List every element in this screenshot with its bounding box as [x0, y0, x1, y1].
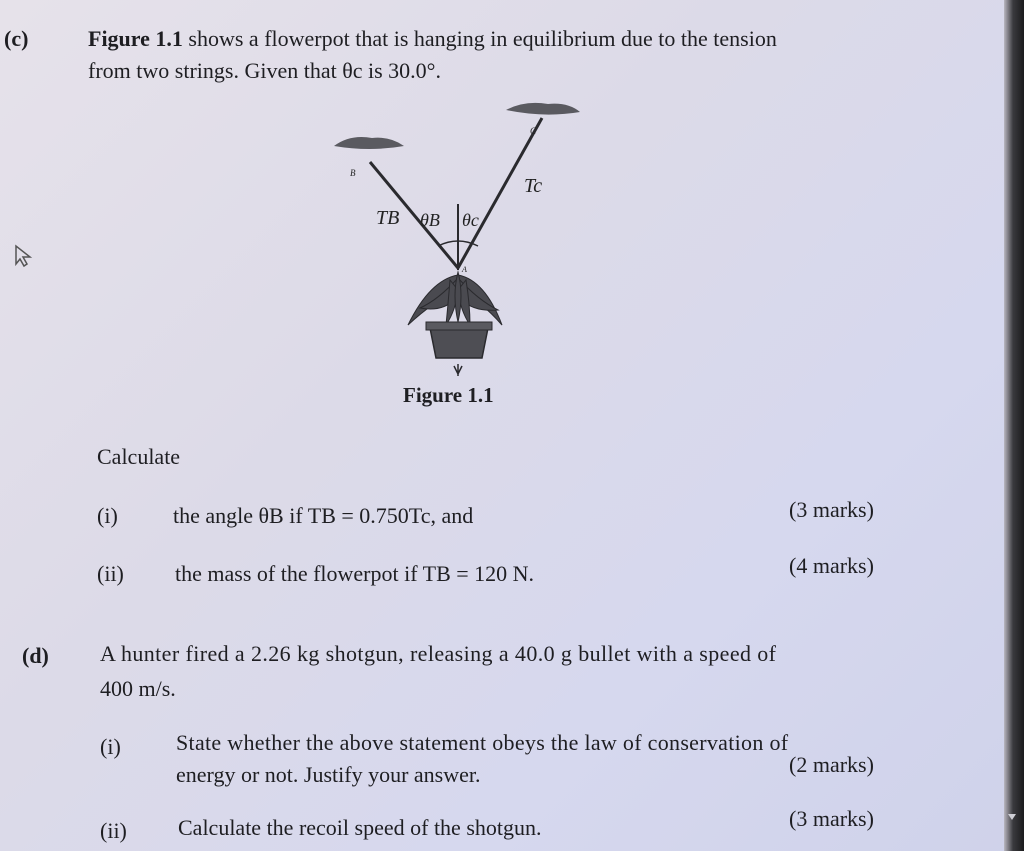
label-point-b: B	[350, 168, 356, 178]
mouse-cursor-icon	[14, 244, 34, 268]
part-c-given: from two strings. Given that θc is 30.0°.	[88, 58, 441, 83]
figure-flowerpot-diagram	[320, 100, 590, 400]
question-c-i-text: the angle θB if TB = 0.750Tc, and	[173, 503, 474, 528]
label-tension-c: Tc	[524, 175, 543, 197]
flowerpot	[430, 328, 488, 358]
figure-reference: Figure 1.1	[88, 26, 183, 51]
plant-leaves	[408, 272, 502, 325]
question-c-ii-text: the mass of the flowerpot if TB = 120 N.	[175, 561, 535, 586]
screen-bezel	[1004, 0, 1024, 851]
question-c-i-number: (i)	[97, 503, 118, 528]
label-theta-c: θc	[462, 210, 479, 230]
part-c-intro-text: shows a flowerpot that is hanging in equilibrium due to the tension	[182, 26, 777, 51]
label-point-a: A	[462, 265, 467, 274]
question-d-i-line1: State whether the above statement obeys the law of conservation of	[176, 730, 789, 755]
calculate-heading: Calculate	[97, 444, 181, 469]
question-d-i-marks: (2 marks)	[789, 752, 874, 777]
question-c-i-marks: (3 marks)	[789, 497, 874, 522]
label-tension-b: TB	[376, 207, 400, 229]
part-d-statement-line1: A hunter fired a 2.26 kg shotgun, releasing a 40.0 g bullet with a speed of	[100, 641, 777, 666]
question-d-ii-text: Calculate the recoil speed of the shotgun.	[178, 815, 542, 840]
label-theta-b: θB	[420, 210, 440, 230]
part-c-label: (c)	[4, 26, 29, 51]
question-d-i-number: (i)	[100, 734, 121, 759]
question-c-ii-number: (ii)	[97, 561, 124, 586]
question-d-ii-marks: (3 marks)	[789, 806, 874, 831]
support-c-mount	[506, 103, 580, 115]
support-b-mount	[334, 137, 404, 149]
part-d-statement-line2: 400 m/s.	[100, 676, 176, 701]
scroll-arrow-icon[interactable]	[1008, 814, 1016, 820]
part-d-label: (d)	[22, 643, 49, 668]
label-point-c: C	[530, 126, 537, 136]
figure-caption: Figure 1.1	[403, 383, 494, 407]
flowerpot-rim	[426, 322, 492, 330]
question-d-i-line2: energy or not. Justify your answer.	[176, 762, 481, 787]
question-c-ii-marks: (4 marks)	[789, 553, 874, 578]
question-d-ii-number: (ii)	[100, 818, 127, 843]
part-c-intro	[88, 26, 777, 52]
weight-mark	[454, 364, 462, 376]
